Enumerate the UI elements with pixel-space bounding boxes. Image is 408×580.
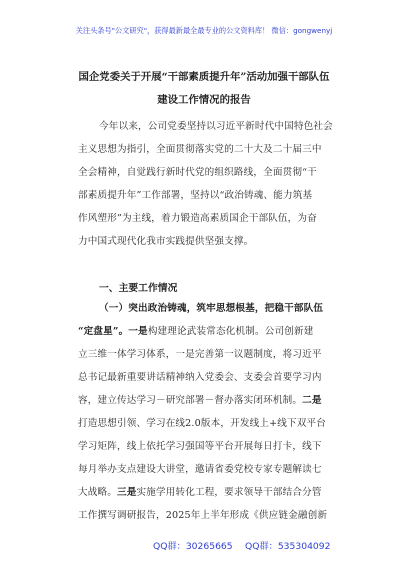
paragraph-line: 每月举办支点建设大讲堂，邀请省委党校专家专题解读七 [78,464,322,475]
paragraph-line: 作风塑形”为主线，着力锻造高素质国企干部队伍，为奋 [78,213,317,224]
paragraph-text: 大战略。 [78,487,117,498]
paragraph-line: 主义思想为指引，全面贯彻落实党的二十大及二十届三中 [78,144,322,155]
paragraph-line: 学习矩阵，线上依托学习强国等平台开展每日打卡，线下 [78,441,322,452]
paragraph-text: 实施学用转化工程，要求领导干部结合分管 [136,487,322,498]
bold-lead: 二是 [302,395,322,406]
document-title-line-2: 建设工作情况的报告 [157,94,251,106]
subsection-heading [99,303,344,315]
paragraph-text: 构建理论武装常态化机制。公司创新建 [147,326,314,337]
paragraph-line [78,326,344,338]
paragraph-line: 全会精神，自觉践行新时代党的组织路线，全面贯彻“干 [78,167,317,178]
section-heading: 一、主要工作情况 [99,283,178,294]
footer-qq-group-2: QQ群：535304092 [245,541,331,552]
bold-lead: 三是 [116,487,137,498]
paragraph-line: 今年以来，公司党委坚持以习近平新时代中国特色社会 [99,121,333,132]
footer-qq-group-1: QQ群：30265665 [153,541,233,552]
paragraph-line [78,487,344,499]
paragraph-line: 工作撰写调研报告，2025年上半年形成《供应链金融创新 [78,510,328,521]
paragraph-line [78,395,344,407]
paragraph-line: 部素质提升年”工作部署，坚持以“政治铸魂、能力筑基 [78,190,313,201]
header-banner: 关注头条号"公文研究"，获得最新最全最专业的公文资料库！ 微信：gongwenyj [75,26,333,35]
paragraph-line: 立三维一体学习体系，一是完善第一议题制度，将习近平 [78,349,322,360]
paragraph-line: 打造思想引领、学习在线2.0版本，开发线上+线下双平台 [78,418,327,429]
paragraph-text: 容，建立传达学习－研究部署－督办落实闭环机制。 [78,395,303,406]
document-title-line-1: 国企党委关于开展“干部素质提升年”活动加强干部队伍 [78,71,330,83]
subsection-heading-text: （一）突出政治铸魂，筑牢思想根基，把稳干部队伍 [99,303,324,314]
paragraph-line: 力中国式现代化我市实践提供坚强支撑。 [78,236,254,247]
bold-lead: “定盘星”。一是 [78,326,148,337]
paragraph-line: 总书记最新重要讲话精神纳入党委会、支委会首要学习内 [78,372,322,383]
